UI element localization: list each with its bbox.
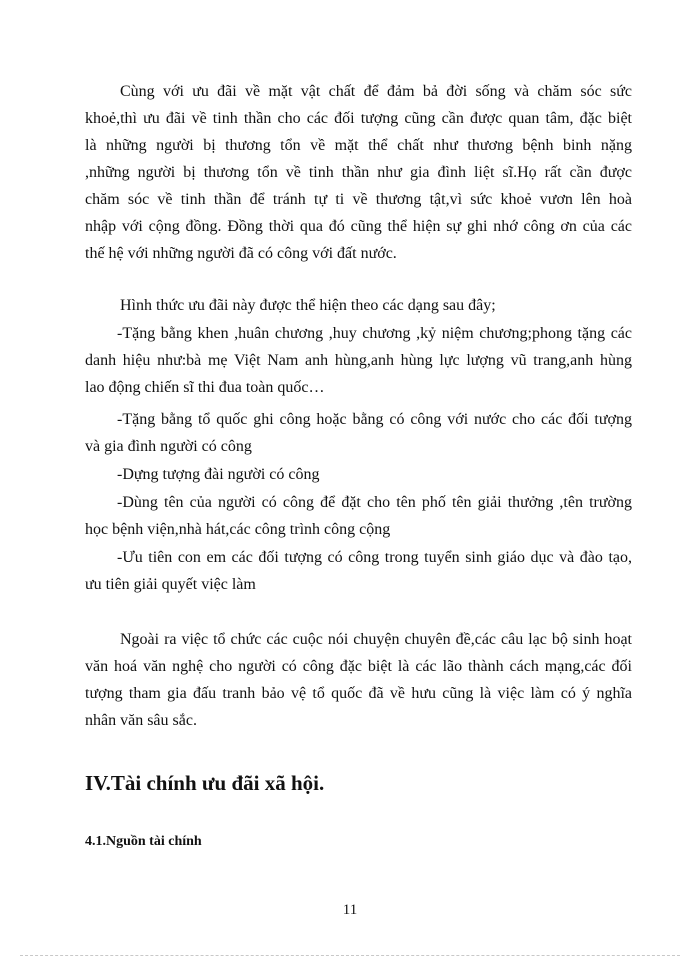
paragraph-line: Ngoài ra việc tổ chức các cuộc nói chuyện chuyên đề,các câu lạc bộ sinh hoạt: [120, 631, 632, 648]
page-bottom-divider: [20, 955, 680, 956]
subsection-heading: 4.1.Nguồn tài chính: [85, 834, 202, 849]
paragraph-line: thế hệ với những người đã có công với đất nước.: [85, 245, 397, 262]
list-item-line: danh hiệu như:bà mẹ Việt Nam anh hùng,anh hùng lực lượng vũ trang,anh hùng: [85, 352, 632, 369]
paragraph-line: nhân văn sâu sắc.: [85, 712, 197, 729]
list-item-line: lao động chiến sĩ thi đua toàn quốc…: [85, 379, 325, 396]
list-item-line: và gia đình người có công: [85, 438, 252, 455]
list-item-line: -Dùng tên của người có công để đặt cho tên phố tên giải thưởng ,tên trường: [117, 494, 632, 511]
list-item-line: -Tặng bằng khen ,huân chương ,huy chương ,kỷ niệm chương;phong tặng các: [117, 325, 632, 342]
section-heading: IV.Tài chính ưu đãi xã hội.: [85, 771, 325, 795]
list-intro: Hình thức ưu đãi này được thể hiện theo các dạng sau đây;: [120, 297, 496, 314]
list-item-line: học bệnh viện,nhà hát,các công trình công cộng: [85, 521, 391, 538]
page-number: 11: [342, 902, 358, 918]
paragraph-line: văn hoá văn nghệ cho người có công đặc biệt là các lão thành cách mạng,các đối: [85, 658, 632, 675]
paragraph-line: là những người bị thương tổn về mặt thể chất như thương bệnh binh nặng: [85, 137, 632, 154]
paragraph-line: nhập với cộng đồng. Đồng thời qua đó cũng thể hiện sự ghi nhớ công ơn của các: [85, 218, 632, 235]
paragraph-line: Cùng với ưu đãi về mặt vật chất để đảm bả đời sống và chăm sóc sức: [120, 83, 632, 100]
paragraph-line: chăm sóc về tinh thần để tránh tự ti về thương tật,vì sức khoẻ vươn lên hoà: [85, 191, 632, 208]
list-item-line: -Ưu tiên con em các đối tượng có công trong tuyển sinh giáo dục và đào tạo,: [117, 549, 632, 566]
list-item-line: -Tặng bằng tổ quốc ghi công hoặc bằng có công với nước cho các đối tượng: [117, 411, 632, 428]
paragraph-line: khoẻ,thì ưu đãi về tinh thần cho các đối tượng cũng cần được quan tâm, đặc biệt: [85, 110, 632, 127]
list-item-line: ưu tiên giải quyết việc làm: [85, 576, 256, 593]
list-item-line: -Dựng tượng đài người có công: [117, 466, 320, 483]
paragraph-line: tượng tham gia đấu tranh bảo vệ tổ quốc đã về hưu cũng là việc làm có ý nghĩa: [85, 685, 632, 702]
paragraph-line: ,những người bị thương tổn về tinh thần như gia đình liệt sĩ.Họ rất cần được: [85, 164, 632, 181]
